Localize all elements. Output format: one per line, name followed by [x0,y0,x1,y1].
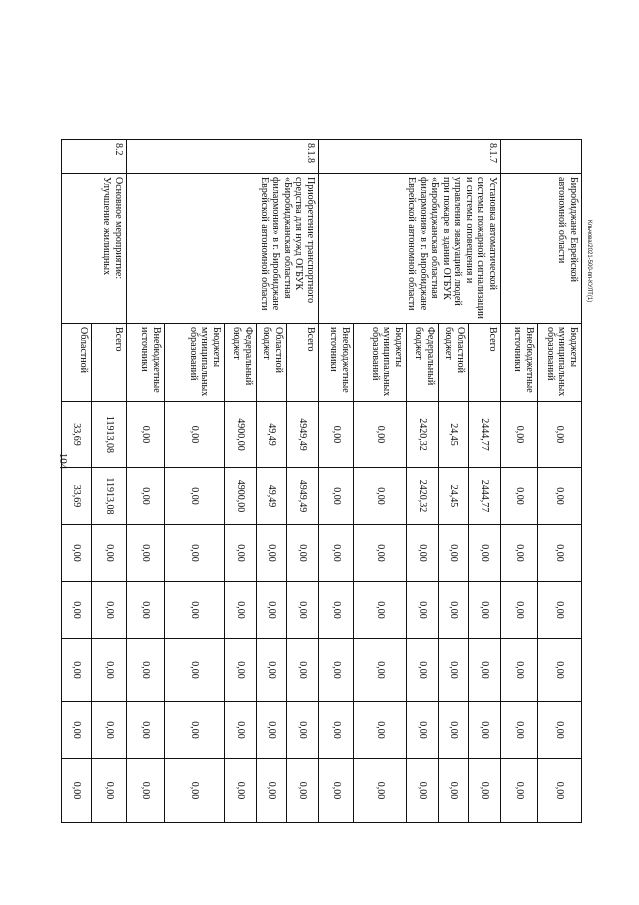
amount-cell: 0,00 [225,582,257,639]
amount-cell: 0,00 [127,402,165,468]
amount-cell: 0,00 [538,402,582,468]
funding-source-cell: Внебюджетные источники [127,324,165,402]
amount-cell: 0,00 [257,702,287,759]
amount-cell: 0,00 [257,525,287,582]
amount-cell: 4949,49 [287,402,319,468]
amount-cell: 0,00 [538,759,582,823]
amount-cell: 0,00 [538,525,582,582]
amount-cell: 0,00 [165,582,225,639]
amount-cell: 4900,00 [225,402,257,468]
amount-cell: 0,00 [538,639,582,702]
amount-cell: 49,49 [257,402,287,468]
amount-cell: 0,00 [319,702,354,759]
amount-cell: 0,00 [439,639,469,702]
amount-cell: 0,00 [225,759,257,823]
amount-cell: 24,45 [439,402,469,468]
amount-cell: 0,00 [287,582,319,639]
amount-cell: 0,00 [501,468,538,525]
amount-cell: 0,00 [287,525,319,582]
amount-cell: 0,00 [62,702,92,759]
amount-cell: 0,00 [257,582,287,639]
budget-table-body [62,140,582,823]
amount-cell: 0,00 [469,525,501,582]
amount-cell: 0,00 [257,639,287,702]
amount-cell: 33,69 [62,468,92,525]
amount-cell: 0,00 [287,702,319,759]
item-code-cell: 8.1.7 [319,140,501,174]
amount-cell: 0,00 [165,468,225,525]
amount-cell: 0,00 [469,582,501,639]
amount-cell: 0,00 [439,525,469,582]
amount-cell: 2420,32 [407,402,439,468]
amount-cell: 0,00 [354,525,407,582]
amount-cell: 0,00 [319,639,354,702]
amount-cell: 24,45 [439,468,469,525]
amount-cell: 0,00 [92,525,127,582]
funding-source-cell: Всего [287,324,319,402]
funding-source-cell: Бюджеты муниципальных образований [538,324,582,402]
budget-table [61,139,582,823]
amount-cell: 0,00 [439,582,469,639]
amount-cell: 0,00 [407,525,439,582]
funding-source-cell: Областной [62,324,92,402]
amount-cell: 0,00 [287,639,319,702]
amount-cell: 0,00 [165,759,225,823]
amount-cell: 11913,08 [92,402,127,468]
amount-cell: 0,00 [257,759,287,823]
amount-cell: 0,00 [354,702,407,759]
amount-cell: 0,00 [501,582,538,639]
amount-cell: 0,00 [225,702,257,759]
amount-cell: 0,00 [407,639,439,702]
amount-cell: 0,00 [287,759,319,823]
amount-cell: 0,00 [127,468,165,525]
funding-source-cell: Всего [469,324,501,402]
amount-cell: 2444,77 [469,402,501,468]
amount-cell: 0,00 [501,402,538,468]
page-number: 104 [57,452,69,470]
amount-cell: 0,00 [165,525,225,582]
amount-cell: 0,00 [319,582,354,639]
item-code-cell: 8.2 [62,140,127,174]
amount-cell: 0,00 [469,702,501,759]
table-row [538,140,582,823]
amount-cell: 0,00 [319,759,354,823]
amount-cell: 0,00 [354,468,407,525]
amount-cell: 0,00 [501,702,538,759]
funding-source-cell: Бюджеты муниципальных образований [165,324,225,402]
amount-cell: 0,00 [501,639,538,702]
amount-cell: 0,00 [127,525,165,582]
amount-cell: 0,00 [62,639,92,702]
amount-cell: 0,00 [62,582,92,639]
amount-cell: 0,00 [92,759,127,823]
amount-cell: 0,00 [127,759,165,823]
amount-cell: 0,00 [354,582,407,639]
amount-cell: 0,00 [92,582,127,639]
table-row [469,140,501,823]
amount-cell: 33,69 [62,402,92,468]
activity-name-cell: Основное мероприятие: Улучшение жилищных [62,174,127,324]
amount-cell: 0,00 [407,759,439,823]
amount-cell: 0,00 [62,759,92,823]
amount-cell: 0,00 [501,525,538,582]
activity-name-cell: Приобретение транспортного средства для нужд ОГБУК «Биробиджанская областная филармония» в г. Биробиджане Еврейской автономной области [127,174,319,324]
amount-cell: 0,00 [469,639,501,702]
funding-source-cell: Внебюджетные источники [319,324,354,402]
amount-cell: 0,00 [538,702,582,759]
table-row [287,140,319,823]
table-row [92,140,127,823]
amount-cell: 0,00 [439,759,469,823]
amount-cell: 0,00 [92,639,127,702]
amount-cell: 0,00 [225,639,257,702]
amount-cell: 0,00 [354,402,407,468]
amount-cell: 0,00 [62,525,92,582]
funding-source-cell: Всего [92,324,127,402]
amount-cell: 0,00 [439,702,469,759]
activity-name-cell: Установка автоматической системы пожарной сигнализации и системы оповещения и управления эвакуацией людей при пожаре в здании ОГБУК «Биробиджанская областная филармония» в г. Биробиджане Еврейской автономной области [319,174,501,324]
funding-source-cell: Внебюджетные источники [501,324,538,402]
amount-cell: 0,00 [127,639,165,702]
funding-source-cell: Областной бюджет [257,324,287,402]
amount-cell: 0,00 [354,639,407,702]
amount-cell: 0,00 [165,639,225,702]
amount-cell: 0,00 [165,402,225,468]
amount-cell: 0,00 [319,402,354,468]
amount-cell: 0,00 [165,702,225,759]
amount-cell: 0,00 [407,582,439,639]
amount-cell: 2420,32 [407,468,439,525]
amount-cell: 0,00 [407,702,439,759]
amount-cell: 0,00 [354,759,407,823]
funding-source-cell: Бюджеты муниципальных образований [354,324,407,402]
amount-cell: 0,00 [469,759,501,823]
funding-source-cell: Областной бюджет [439,324,469,402]
amount-cell: 0,00 [319,525,354,582]
amount-cell: 0,00 [92,702,127,759]
amount-cell: 0,00 [538,468,582,525]
amount-cell: 2444,77 [469,468,501,525]
funding-source-cell: Федеральный бюджет [407,324,439,402]
funding-source-cell: Федеральный бюджет [225,324,257,402]
amount-cell: 0,00 [501,759,538,823]
amount-cell: 49,49 [257,468,287,525]
amount-cell: 4949,49 [287,468,319,525]
amount-cell: 4900,00 [225,468,257,525]
item-code-cell: 8.1.8 [127,140,319,174]
item-code-cell [501,140,582,174]
activity-name-cell: Биробиджане Еврейской автономной области [501,174,582,324]
amount-cell: 0,00 [225,525,257,582]
amount-cell: 0,00 [127,582,165,639]
amount-cell: 0,00 [538,582,582,639]
amount-cell: 11913,08 [92,468,127,525]
rotated-page-content [71,139,582,822]
document-footer-code: Кльчова/2021-500-пп-КУЛТ(1) [586,220,592,303]
amount-cell: 0,00 [319,468,354,525]
amount-cell: 0,00 [127,702,165,759]
